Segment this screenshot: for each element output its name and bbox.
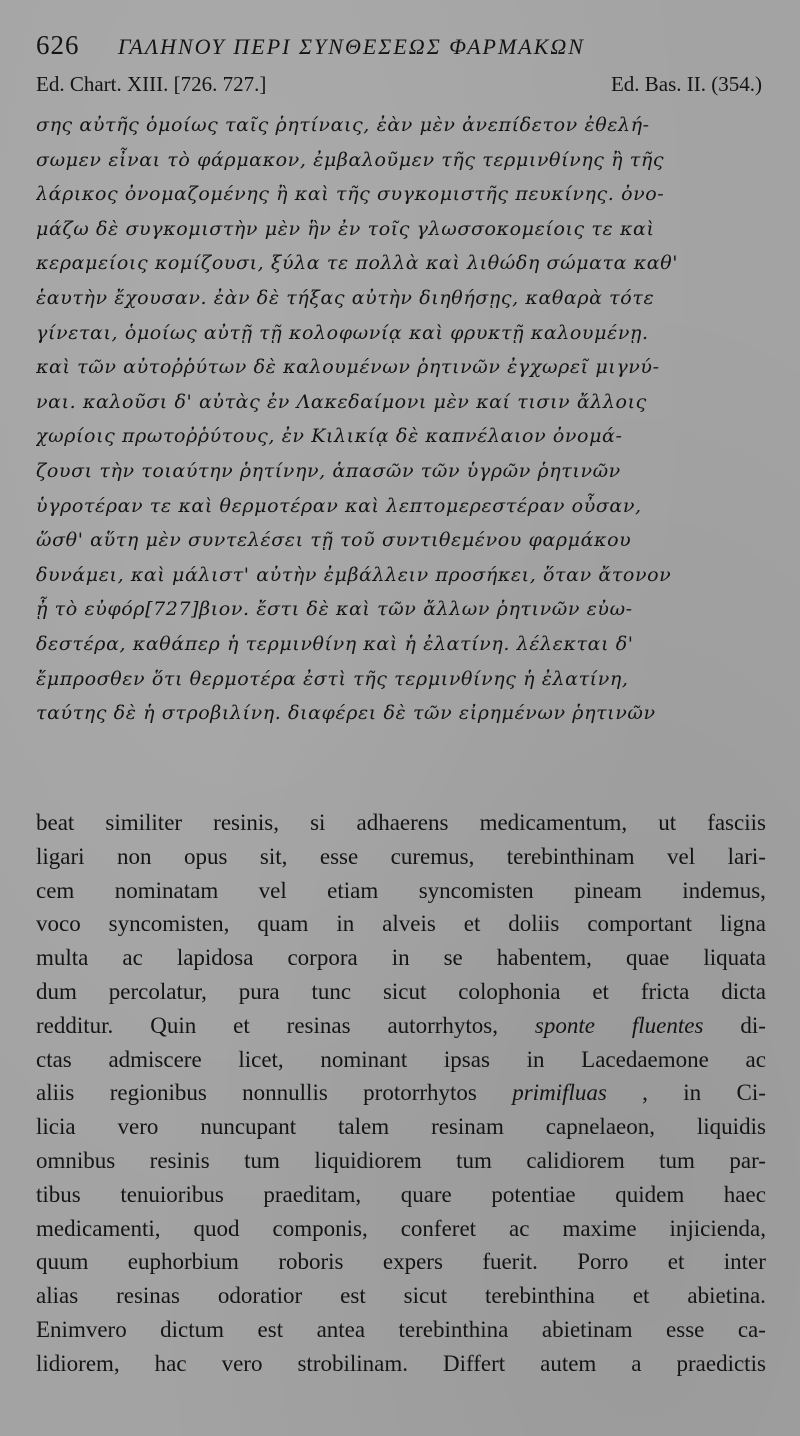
latin-word: pineam — [574, 877, 642, 903]
latin-text-line — [36, 1110, 766, 1144]
latin-word: sit, — [259, 843, 288, 869]
latin-word: est — [257, 1316, 284, 1342]
latin-text-line — [36, 1347, 766, 1381]
latin-italic-word: fluentes — [631, 1012, 704, 1038]
greek-text-line: ὥσθ' αὕτη μὲν συντελέσει τῇ τοῦ συντιθεμένου φαρμάκου — [36, 529, 632, 552]
latin-word: capnelaeon, — [545, 1114, 655, 1140]
latin-word: opus — [183, 843, 228, 869]
latin-word: redditur. — [36, 1012, 114, 1038]
latin-word: quum — [36, 1249, 89, 1275]
latin-word: corpora — [287, 945, 358, 971]
latin-word: calidiorem — [526, 1147, 625, 1173]
latin-italic-word: sponte — [534, 1012, 595, 1038]
latin-word: et — [463, 911, 481, 937]
latin-word: quod — [193, 1215, 240, 1241]
latin-word: protorrhytos — [363, 1080, 477, 1106]
page-number: 626 — [36, 30, 80, 60]
latin-word: medicamenti, — [36, 1215, 161, 1241]
latin-word: cem — [36, 877, 75, 903]
latin-word: abietina. — [687, 1283, 766, 1309]
latin-word: voco — [36, 911, 81, 937]
latin-word: componis, — [272, 1215, 368, 1241]
latin-word: aliis — [36, 1080, 75, 1106]
latin-word: Differt — [442, 1350, 506, 1376]
latin-word: tum — [659, 1147, 695, 1173]
latin-word: odoratior — [217, 1283, 303, 1309]
latin-word: ut — [658, 810, 677, 835]
latin-word: terebinthina — [398, 1316, 509, 1342]
greek-text-line: ἑαυτὴν ἔχουσαν. ἐὰν δὲ τήξας αὐτὴν διηθήσῃς, καθαρὰ τότε — [36, 286, 655, 309]
latin-word: haec — [723, 1181, 766, 1207]
latin-text-line — [36, 1076, 766, 1110]
latin-word: si — [310, 810, 326, 835]
latin-word: percolatur, — [108, 978, 207, 1004]
latin-word: et — [667, 1249, 685, 1275]
latin-word: di- — [740, 1012, 766, 1038]
latin-word: fasciis — [707, 810, 766, 835]
latin-word: injicienda, — [669, 1215, 766, 1241]
latin-word: Quin — [150, 1012, 197, 1038]
latin-word: esse — [666, 1316, 705, 1342]
latin-word: vero — [221, 1350, 263, 1376]
latin-word: est — [340, 1283, 366, 1309]
latin-word: hac — [154, 1350, 187, 1376]
latin-word: dum — [36, 978, 77, 1004]
greek-text-line: λάρικος ὀνομαζομένης ἢ καὶ τῆς συγκομιστῆς πευκίνης. ὀνο- — [36, 183, 665, 206]
latin-word: in — [336, 911, 355, 937]
greek-text-line: ναι. καλοῦσι δ' αὐτὰς ἐν Λακεδαίμονι μὲν καί τισιν ἄλλοις — [36, 390, 647, 413]
latin-word: nominatam — [114, 877, 219, 903]
latin-word: quae — [625, 945, 670, 971]
latin-word: omnibus — [36, 1147, 116, 1173]
latin-word: licia — [36, 1114, 76, 1140]
latin-word: praeditam, — [263, 1181, 362, 1207]
latin-word: quam — [257, 911, 309, 937]
edition-line — [36, 72, 762, 97]
latin-word: indemus, — [682, 877, 766, 903]
latin-word: strobilinam. — [297, 1350, 408, 1376]
latin-word: terebinthinam — [506, 843, 635, 869]
greek-text-line: κεραμείοις κομίζουσι, ξύλα τε πολλὰ καὶ λιθώδη σώματα καθ' — [36, 252, 679, 275]
greek-text-line: σωμεν εἶναι τὸ φάρμακον, ἐμβαλοῦμεν τῆς τερμινθίνης ἢ τῆς — [36, 148, 665, 171]
greek-text-line: ἔμπροσθεν ὅτι θερμοτέρα ἐστὶ τῆς τερμινθίνης ἡ ἐλατίνη, — [36, 667, 629, 690]
latin-text-line — [36, 840, 766, 874]
latin-text-line — [36, 941, 766, 975]
latin-word: vel — [667, 843, 696, 869]
latin-word: antea — [316, 1316, 366, 1342]
latin-word: liquidiorem — [314, 1147, 422, 1173]
latin-word: Ci- — [736, 1080, 766, 1106]
latin-word: lari- — [727, 843, 766, 869]
latin-word: vel — [258, 877, 287, 903]
latin-word: resinis, — [213, 810, 279, 835]
greek-text-line: καὶ τῶν αὐτοῤῥύτων δὲ καλουμένων ῥητινῶν ἐγχωρεῖ μιγνύ- — [36, 356, 660, 379]
latin-word: licet, — [238, 1046, 284, 1072]
greek-text-line: ὑγροτέραν τε καὶ θερμοτέραν καὶ λεπτομερεστέραν οὖσαν, — [36, 494, 642, 517]
latin-word: colophonia — [458, 978, 561, 1004]
latin-word: et — [233, 1012, 250, 1038]
greek-text-line: δυνάμει, καὶ μάλιστ' αὐτὴν ἐμβάλλειν προσήκει, ὅταν ἄτονον — [36, 563, 672, 586]
latin-word: conferet — [400, 1215, 477, 1241]
latin-word: etiam — [327, 877, 379, 903]
greek-text-block — [36, 108, 768, 731]
latin-word: Enimvero — [36, 1316, 127, 1342]
latin-word: syncomisten, — [108, 911, 230, 937]
greek-text-line: ᾖ τὸ εὐφόρ[727]βιον. ἔστι δὲ καὶ τῶν ἄλλων ῥητινῶν εὐω- — [36, 598, 633, 621]
latin-word: roboris — [278, 1249, 344, 1275]
latin-word: quare — [400, 1181, 452, 1207]
latin-word: euphorbium — [127, 1249, 239, 1275]
latin-word: nuncupant — [200, 1114, 297, 1140]
latin-word: tunc — [311, 978, 352, 1004]
latin-word: autorrhytos, — [387, 1012, 498, 1038]
latin-word: regionibus — [109, 1080, 207, 1106]
latin-word: dictum — [160, 1316, 225, 1342]
latin-word: et — [592, 978, 609, 1004]
running-head — [36, 30, 760, 64]
greek-text-line: ταύτης δὲ ἡ στροβιλίνη. διαφέρει δὲ τῶν εἰρημένων ῥητινῶν — [36, 702, 656, 725]
latin-word: syncomisten — [418, 877, 534, 903]
latin-word: in — [391, 945, 410, 971]
latin-word: liquata — [703, 945, 766, 971]
latin-text-line — [36, 1212, 766, 1246]
latin-word: tum — [244, 1147, 280, 1173]
latin-word: nominant — [320, 1046, 408, 1072]
latin-word: alveis — [382, 911, 436, 937]
latin-word: medicamentum, — [479, 810, 628, 835]
latin-word: tum — [456, 1147, 492, 1173]
latin-word: lapidosa — [176, 945, 254, 971]
latin-italic-word: primifluas — [512, 1080, 607, 1106]
latin-word: sicut — [382, 978, 427, 1004]
latin-word: quidem — [615, 1181, 685, 1207]
latin-word: dicta — [721, 978, 766, 1004]
latin-word: expers — [382, 1249, 443, 1275]
latin-word: esse — [319, 843, 359, 869]
latin-word: in — [526, 1046, 545, 1072]
greek-text-line: γίνεται, ὁμοίως αὐτῇ τῇ κολοφωνίᾳ καὶ φρυκτῇ καλουμένῃ. — [36, 321, 649, 344]
latin-text-line — [36, 1043, 766, 1077]
latin-word: et — [632, 1283, 650, 1309]
latin-word: se — [443, 945, 463, 971]
latin-word: resinas — [116, 1283, 180, 1309]
latin-word: ca- — [737, 1316, 766, 1342]
running-title: ΓΑΛΗΝΟΥ ΠΕΡΙ ΣΥΝΘΕΣΕΩΣ ΦΑΡΜΑΚΩΝ — [118, 34, 585, 59]
latin-word: similiter — [105, 810, 183, 835]
latin-word: tenuioribus — [120, 1181, 224, 1207]
latin-word: alias — [36, 1283, 79, 1309]
latin-text-line — [36, 975, 766, 1009]
latin-word: ctas — [36, 1046, 72, 1072]
latin-word: curemus, — [390, 843, 475, 869]
latin-word: ac — [509, 1215, 530, 1241]
latin-word: ligna — [719, 911, 766, 937]
latin-word: fuerit. — [482, 1249, 538, 1275]
latin-word: nonnullis — [242, 1080, 328, 1106]
latin-word: maxime — [562, 1215, 637, 1241]
latin-text-block — [36, 806, 766, 1381]
latin-text-line — [36, 1313, 766, 1347]
latin-word: ipsas — [443, 1046, 490, 1072]
latin-word: admiscere — [108, 1046, 202, 1072]
latin-word: , — [642, 1080, 648, 1106]
latin-word: pura — [238, 978, 280, 1004]
latin-word: doliis — [508, 911, 560, 937]
latin-word: habentem, — [496, 945, 592, 971]
greek-text-line: σης αὐτῆς ὁμοίως ταῖς ῥητίναις, ἐὰν μὲν ἀνεπίδετον ἐθελή- — [36, 114, 650, 136]
latin-word: abietinam — [541, 1316, 633, 1342]
latin-word: terebinthina — [485, 1283, 595, 1309]
latin-word: autem — [540, 1350, 597, 1376]
edition-basel: Ed. Bas. II. (354.) — [610, 72, 762, 96]
latin-text-line — [36, 1279, 766, 1313]
latin-text-line — [36, 1178, 766, 1212]
latin-word: beat — [36, 810, 75, 835]
greek-text-line: ζουσι τὴν τοιαύτην ῥητίνην, ἁπασῶν τῶν ὑγρῶν ῥητινῶν — [36, 459, 621, 482]
latin-word: liquidis — [696, 1114, 766, 1140]
latin-word: ac — [122, 945, 143, 971]
latin-word: inter — [723, 1249, 766, 1275]
latin-word: ac — [745, 1046, 766, 1072]
latin-word: par- — [729, 1147, 766, 1173]
latin-word: a — [631, 1350, 642, 1376]
latin-word: Lacedaemone — [581, 1046, 709, 1072]
latin-word: sicut — [403, 1283, 448, 1309]
latin-word: ligari — [36, 843, 85, 869]
latin-word: resinis — [149, 1147, 210, 1173]
latin-word: potentiae — [491, 1181, 576, 1207]
latin-word: Porro — [577, 1249, 629, 1275]
latin-word: vero — [117, 1114, 159, 1140]
latin-text-line — [36, 907, 766, 941]
latin-text-line — [36, 1009, 766, 1043]
latin-word: tibus — [36, 1181, 81, 1207]
greek-text-line: μάζω δὲ συγκομιστὴν μὲν ἣν ἐν τοῖς γλωσσοκομείοις τε καὶ — [36, 217, 655, 240]
latin-word: non — [117, 843, 152, 869]
greek-text-line: χωρίοις πρωτοῤῥύτους, ἐν Κιλικίᾳ δὲ καπνέλαιον ὀνομά- — [36, 425, 623, 448]
latin-word: comportant — [587, 911, 693, 937]
latin-word: in — [683, 1080, 702, 1106]
latin-word: lidiorem, — [36, 1350, 120, 1376]
latin-word: fricta — [640, 978, 690, 1004]
latin-word: multa — [36, 945, 89, 971]
latin-text-line — [36, 874, 766, 908]
latin-text-line — [36, 1245, 766, 1279]
latin-word: adhaerens — [356, 810, 449, 835]
greek-text-line: δεστέρα, καθάπερ ἡ τερμινθίνη καὶ ἡ ἐλατίνη. λέλεκται δ' — [36, 632, 634, 655]
latin-text-line — [36, 806, 766, 840]
edition-chartier: Ed. Chart. XIII. [726. 727.] — [36, 72, 267, 96]
latin-word: resinas — [286, 1012, 351, 1038]
latin-text-line — [36, 1144, 766, 1178]
latin-word: talem — [338, 1114, 390, 1140]
latin-word: praedictis — [676, 1350, 766, 1376]
latin-word: resinam — [431, 1114, 504, 1140]
